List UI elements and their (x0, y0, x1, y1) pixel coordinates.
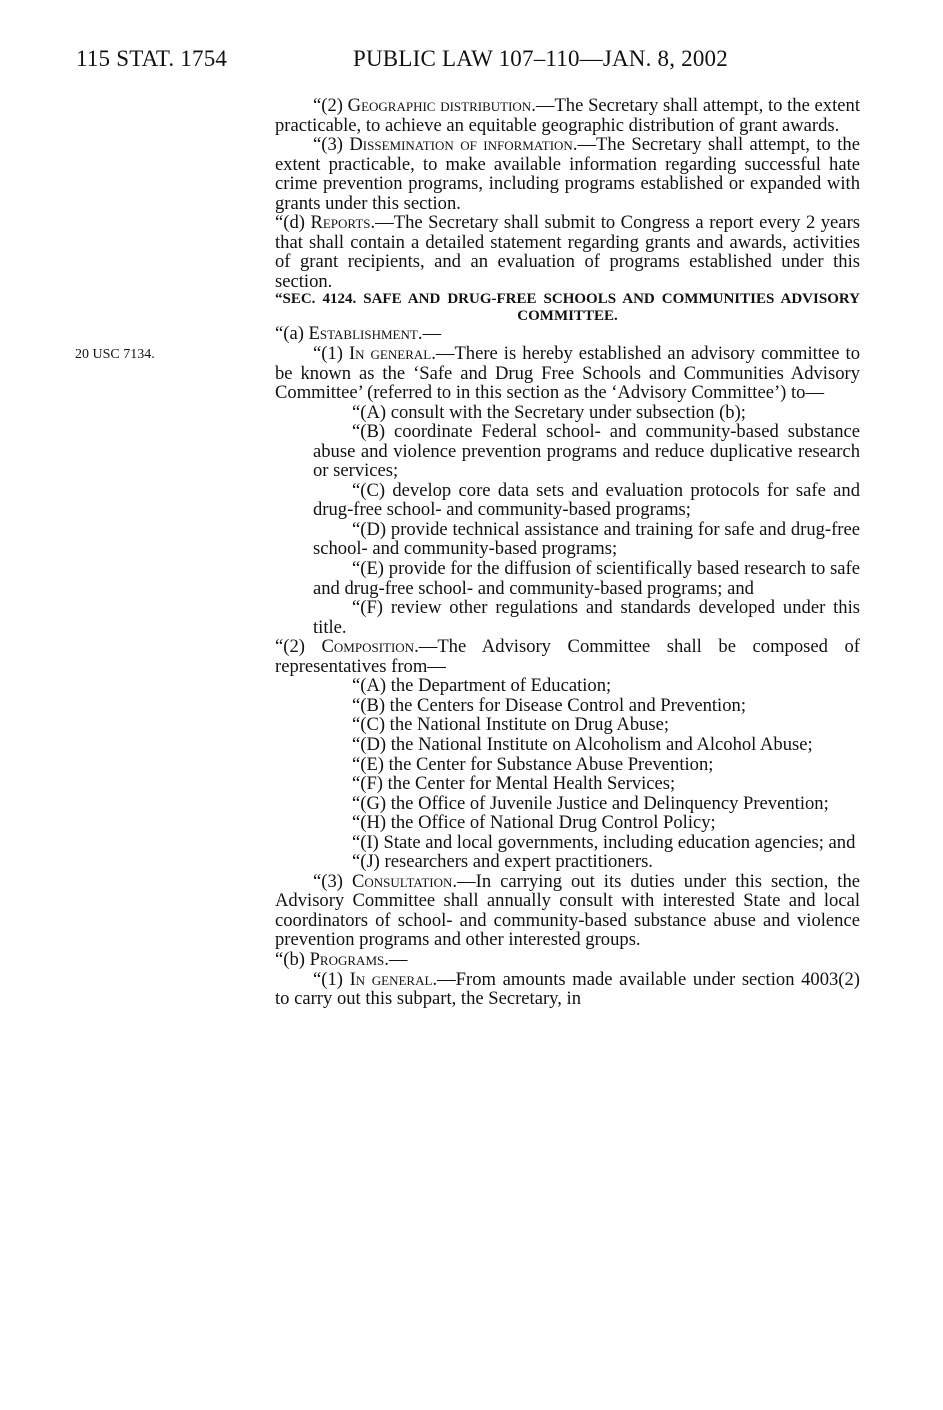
paragraph-caption: Geographic distribution (347, 95, 532, 116)
duty-item: “(B) coordinate Federal school- and community-based substance abuse and violence prevention programs and reduce duplicative research or services; (313, 421, 860, 482)
duty-item: “(E) provide for the diffusion of scientifically based research to safe and drug-free school- and community-based programs; and (313, 558, 860, 599)
member-item: “(J) researchers and expert practitioners. (352, 851, 653, 873)
paragraph-composition: “(2) Composition.—The Advisory Committee shall be composed of representatives from— (275, 636, 860, 677)
member-item: “(G) the Office of Juvenile Justice and Delinquency Prevention; (352, 792, 829, 814)
running-head: PUBLIC LAW 107–110—JAN. 8, 2002 (353, 46, 728, 71)
paragraph-caption: Composition (321, 636, 415, 658)
paragraph-geographic-distribution: “(2) Geographic distribution.—The Secretary shall attempt, to the extent practicable, to achieve an equitable geographic distribution of grant awards. (275, 95, 860, 136)
subsection-programs: “(b) Programs.— (275, 948, 408, 970)
paragraph-in-general: “(1) In general.—There is hereby established an advisory committee to be known as the ‘Safe and Drug Free Schools and Communities Advisory Committee’ (referred to in this section as the ‘Advisory Committee’) to— (275, 343, 860, 404)
member-item: “(A) the Department of Education; (352, 675, 612, 697)
duty-item: “(D) provide technical assistance and training for safe and drug-free school- and community-based programs; (313, 518, 860, 560)
paragraph-caption: Reports (310, 212, 371, 234)
section-heading: “SEC. 4124. SAFE AND DRUG-FREE SCHOOLS AND COMMUNITIES ADVISORY COMMITTEE. (275, 291, 860, 324)
member-item: “(F) the Center for Mental Health Services; (352, 773, 676, 795)
member-item: “(E) the Center for Substance Abuse Prevention; (352, 753, 714, 775)
member-item: “(H) the Office of National Drug Control Policy; (352, 812, 716, 834)
stat-reference: 115 STAT. 1754 (76, 46, 228, 71)
member-item: “(I) State and local governments, including education agencies; and (352, 831, 856, 853)
duty-item: “(F) review other regulations and standards developed under this title. (313, 597, 860, 638)
member-item: “(B) the Centers for Disease Control and Prevention; (352, 694, 746, 716)
paragraph-reports: “(d) Reports.—The Secretary shall submit to Congress a report every 2 years that shall contain a detailed statement regarding grants and awards, activities of grant recipients, and an evaluation of programs established under this section. (275, 212, 860, 292)
paragraph-programs-in-general: “(1) In general.—From amounts made available under section 4003(2) to carry out this subpart, the Secretary, in (275, 968, 860, 1010)
paragraph-caption: In general (349, 968, 433, 990)
subsection-establishment: “(a) Establishment.— (275, 323, 442, 345)
paragraph-caption: Establishment (308, 323, 418, 345)
duty-item: “(C) develop core data sets and evaluation protocols for safe and drug-free school- and community-based programs; (313, 479, 860, 521)
member-item: “(C) the National Institute on Drug Abuse; (352, 714, 670, 736)
paragraph-caption: Consultation (351, 870, 453, 892)
paragraph-dissemination: “(3) Dissemination of information.—The Secretary shall attempt, to the extent practicable, to make available information regarding successful hate crime prevention programs, including programs established or expanded with grants under this section. (275, 134, 860, 214)
paragraph-caption: Dissemination of information (349, 134, 573, 156)
duty-item: “(A) consult with the Secretary under subsection (b); (352, 401, 746, 423)
paragraph-caption: Programs (309, 948, 385, 970)
margin-citation: 20 USC 7134. (75, 347, 155, 362)
page-header (0, 44, 943, 80)
paragraph-caption: In general (348, 343, 432, 365)
paragraph-consultation: “(3) Consultation.—In carrying out its duties under this section, the Advisory Committee shall annually consult with interested State and local coordinators of school- and community-based substance abuse and violence prevention programs and other interested groups. (275, 870, 860, 951)
member-item: “(D) the National Institute on Alcoholism and Alcohol Abuse; (352, 733, 813, 755)
statute-text (275, 96, 860, 1009)
